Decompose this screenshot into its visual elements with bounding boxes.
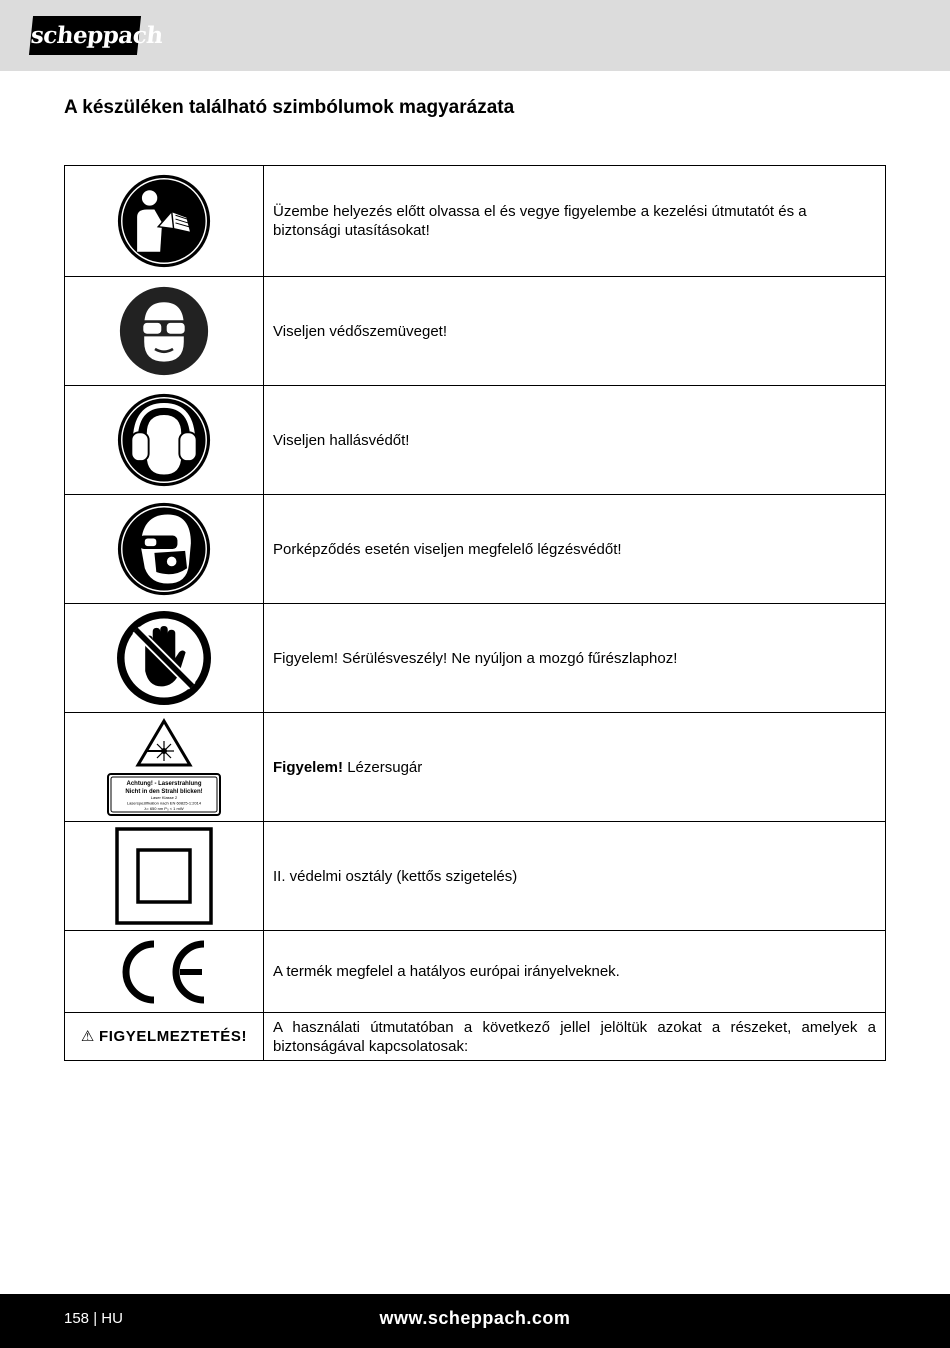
table-row <box>65 822 886 931</box>
protection-class-2-icon <box>115 827 213 925</box>
laser-label-line: Achtung! - Laserstrahlung <box>126 781 202 787</box>
table-row <box>65 713 886 822</box>
table-row <box>65 1013 886 1061</box>
table-row <box>65 495 886 604</box>
scheppach-logo: scheppach <box>29 16 141 55</box>
symbol-description: Viseljen hallásvédőt! <box>264 386 886 495</box>
description-bold: Figyelem! <box>273 758 344 776</box>
symbols-table <box>64 165 886 1061</box>
page-header <box>0 0 950 71</box>
symbol-description: A termék megfelel a hatályos európai irányelveknek. <box>264 931 886 1013</box>
table-row <box>65 604 886 713</box>
no-hand-icon <box>117 611 211 705</box>
table-row <box>65 931 886 1013</box>
table-row <box>65 386 886 495</box>
language-code: HU <box>101 1310 123 1327</box>
ce-mark-icon <box>116 938 212 1006</box>
symbol-description: II. védelmi osztály (kettős szigetelés) <box>264 822 886 931</box>
page-title: A készüléken található szimbólumok magyarázata <box>64 97 515 118</box>
laser-label-line: λ= 650 nm P₀ < 1 mW <box>144 806 184 811</box>
page-separator: | <box>93 1310 98 1327</box>
warning-label-text: FIGYELMEZTETÉS! <box>98 1028 248 1045</box>
laser-warning-icon <box>106 717 222 817</box>
symbol-description: Üzembe helyezés előtt olvassa el és vegye figyelembe a kezelési útmutatót és a biztonsági utasításokat! <box>264 166 886 277</box>
ear-protection-icon <box>116 392 212 488</box>
laser-label-line: Nicht in den Strahl blicken! <box>125 789 203 795</box>
symbol-description <box>264 713 886 822</box>
symbol-description: Viseljen védőszemüveget! <box>264 277 886 386</box>
website-link[interactable]: www.scheppach.com <box>379 1308 571 1328</box>
symbol-description: Porképződés esetén viseljen megfelelő légzésvédőt! <box>264 495 886 604</box>
respirator-icon <box>116 501 212 597</box>
warning-triangle-icon: ⚠ <box>80 1028 95 1045</box>
warning-label <box>81 1028 247 1045</box>
laser-label-line: Laser Klasse 2 <box>150 795 178 800</box>
table-row <box>65 166 886 277</box>
laser-label-line: Laserspezifikation nach EN 60825-1:2014 <box>126 800 202 806</box>
page-footer <box>0 1294 950 1348</box>
page-number-value: 158 <box>64 1310 90 1327</box>
table-row <box>65 277 886 386</box>
read-manual-icon <box>116 173 212 269</box>
symbol-description: A használati útmutatóban a következő jellel jelöltük azokat a részeket, amelyek a biztonságával kapcsolatosak: <box>264 1013 886 1061</box>
safety-goggles-icon <box>119 286 209 376</box>
symbol-description: Figyelem! Sérülésveszély! Ne nyúljon a mozgó fűrészlaphoz! <box>264 604 886 713</box>
description-text: Lézersugár <box>343 758 423 776</box>
